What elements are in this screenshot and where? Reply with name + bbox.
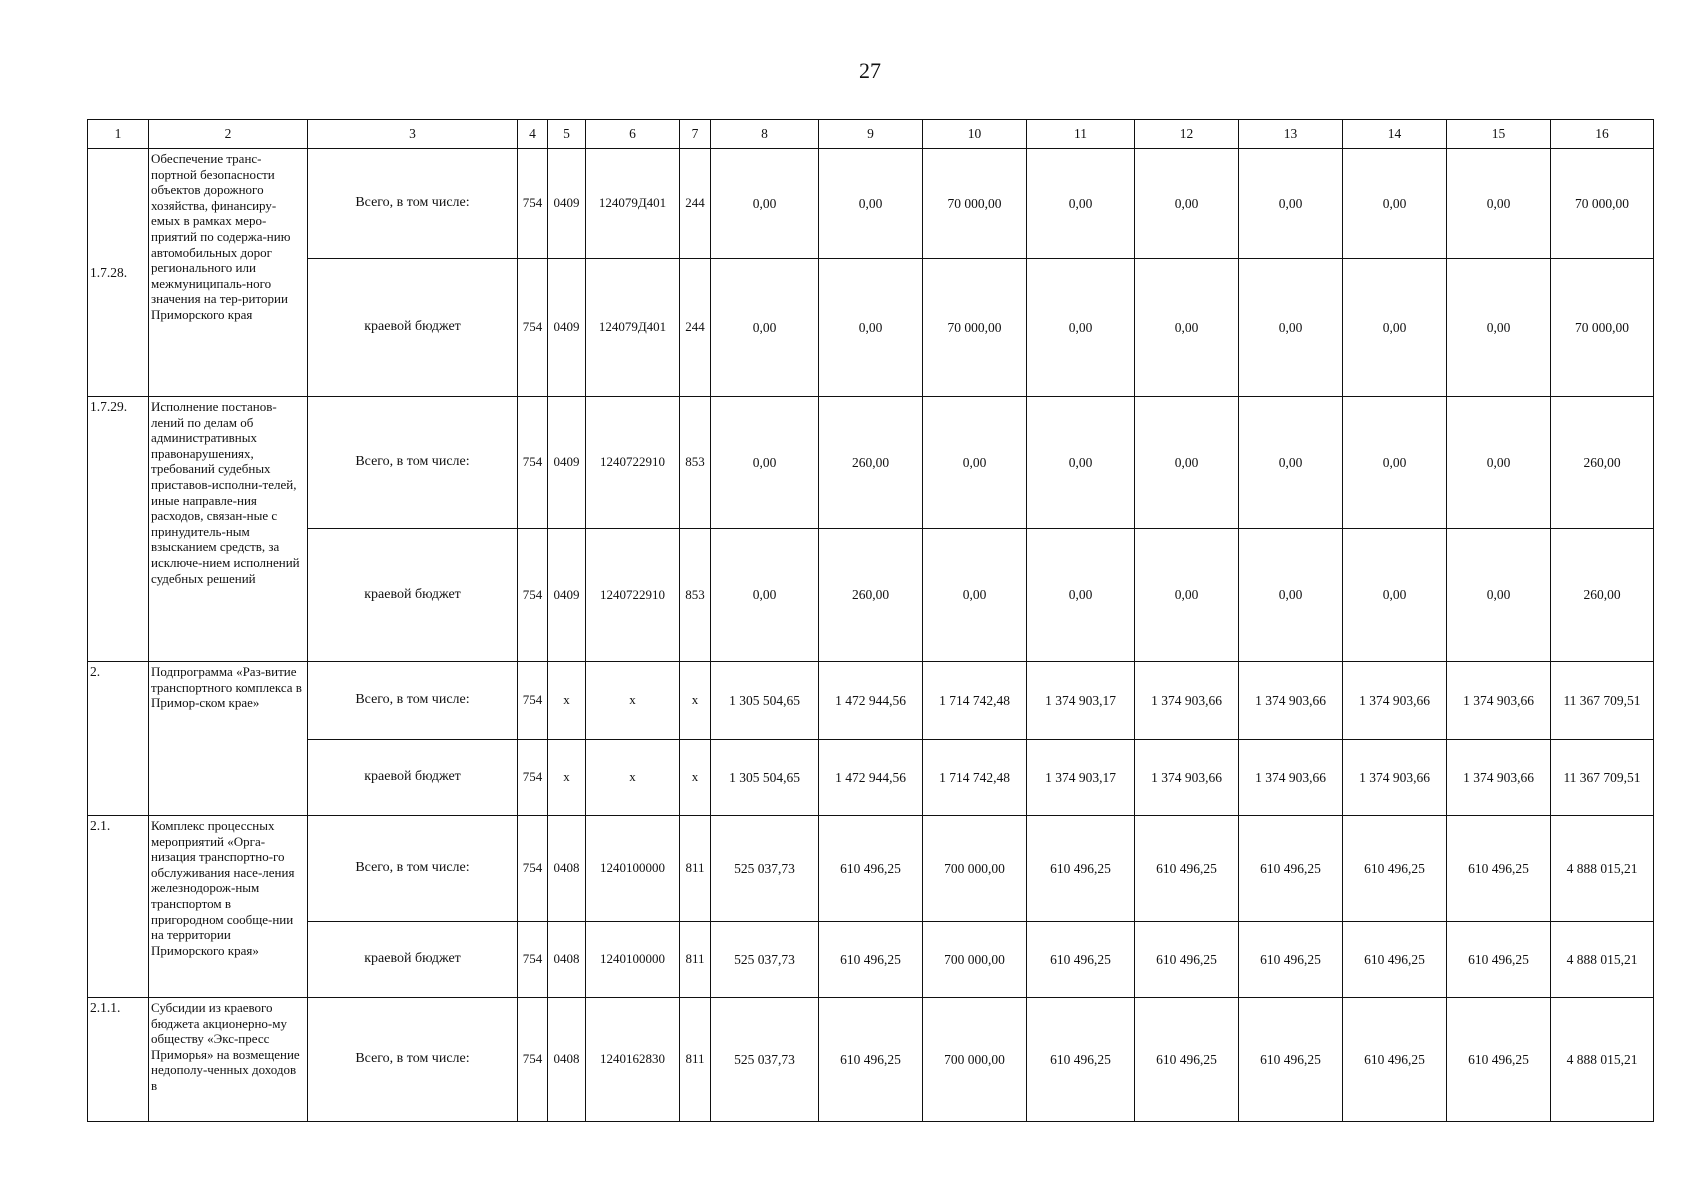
code-c5: 0409 (548, 529, 586, 662)
code-c5: 0408 (548, 922, 586, 998)
table-row (88, 662, 1654, 740)
amount-cell: 1 374 903,66 (1343, 740, 1447, 816)
code-c7: x (680, 662, 711, 740)
amount-cell: 0,00 (1343, 149, 1447, 259)
amount-cell: 0,00 (1027, 149, 1135, 259)
amount-cell: 0,00 (1239, 397, 1343, 529)
amount-cell: 1 374 903,17 (1027, 740, 1135, 816)
header-cell: 12 (1135, 120, 1239, 149)
amount-cell: 4 888 015,21 (1551, 816, 1654, 922)
amount-cell: 0,00 (1027, 259, 1135, 397)
amount-cell: 610 496,25 (1135, 998, 1239, 1122)
header-row (88, 120, 1654, 149)
item-number: 2.1.1. (88, 998, 149, 1122)
amount-cell: 4 888 015,21 (1551, 922, 1654, 998)
amount-cell: 610 496,25 (1239, 922, 1343, 998)
amount-cell: 0,00 (819, 149, 923, 259)
code-c6: 1240100000 (586, 816, 680, 922)
amount-cell: 610 496,25 (819, 998, 923, 1122)
header-cell: 6 (586, 120, 680, 149)
amount-cell: 610 496,25 (1239, 816, 1343, 922)
code-c4: 754 (518, 259, 548, 397)
amount-cell: 0,00 (1027, 397, 1135, 529)
item-number: 2.1. (88, 816, 149, 998)
amount-cell: 525 037,73 (711, 922, 819, 998)
code-c5: 0408 (548, 998, 586, 1122)
amount-cell: 0,00 (819, 259, 923, 397)
funding-source: Всего, в том числе: (308, 149, 518, 259)
item-number: 2. (88, 662, 149, 816)
code-c7: x (680, 740, 711, 816)
code-c6: x (586, 662, 680, 740)
amount-cell: 610 496,25 (819, 816, 923, 922)
funding-source: краевой бюджет (308, 259, 518, 397)
code-c4: 754 (518, 529, 548, 662)
header-cell: 4 (518, 120, 548, 149)
amount-cell: 610 496,25 (1027, 998, 1135, 1122)
amount-cell: 610 496,25 (1343, 998, 1447, 1122)
amount-cell: 525 037,73 (711, 816, 819, 922)
amount-cell: 700 000,00 (923, 922, 1027, 998)
table-row (88, 529, 1654, 662)
header-cell: 16 (1551, 120, 1654, 149)
code-c5: 0409 (548, 397, 586, 529)
code-c4: 754 (518, 397, 548, 529)
header-cell: 1 (88, 120, 149, 149)
code-c4: 754 (518, 740, 548, 816)
amount-cell: 1 374 903,66 (1239, 662, 1343, 740)
table-row (88, 922, 1654, 998)
amount-cell: 70 000,00 (923, 149, 1027, 259)
code-c4: 754 (518, 816, 548, 922)
amount-cell: 610 496,25 (1135, 922, 1239, 998)
page-number: 27 (859, 58, 881, 83)
code-c6: 1240100000 (586, 922, 680, 998)
amount-cell: 610 496,25 (1447, 998, 1551, 1122)
table-row (88, 397, 1654, 529)
amount-cell: 525 037,73 (711, 998, 819, 1122)
amount-cell: 11 367 709,51 (1551, 740, 1654, 816)
code-c7: 811 (680, 998, 711, 1122)
amount-cell: 610 496,25 (1343, 816, 1447, 922)
code-c6: 1240722910 (586, 397, 680, 529)
amount-cell: 70 000,00 (923, 259, 1027, 397)
code-c6: 1240722910 (586, 529, 680, 662)
amount-cell: 610 496,25 (1027, 816, 1135, 922)
header-cell: 3 (308, 120, 518, 149)
code-c6: x (586, 740, 680, 816)
code-c5: 0409 (548, 259, 586, 397)
table-row (88, 998, 1654, 1122)
amount-cell: 0,00 (1239, 259, 1343, 397)
amount-cell: 260,00 (819, 529, 923, 662)
table-row (88, 149, 1654, 259)
code-c5: x (548, 662, 586, 740)
item-name: Субсидии из краевого бюджета акционерно-му обществу «Экс-пресс Приморья» на возмещение недополу-ченных доходов в (149, 998, 308, 1122)
amount-cell: 0,00 (1447, 397, 1551, 529)
code-c5: x (548, 740, 586, 816)
funding-source: Всего, в том числе: (308, 998, 518, 1122)
amount-cell: 1 374 903,66 (1135, 740, 1239, 816)
funding-source: краевой бюджет (308, 922, 518, 998)
table-row (88, 259, 1654, 397)
amount-cell: 70 000,00 (1551, 149, 1654, 259)
header-cell: 15 (1447, 120, 1551, 149)
code-c7: 811 (680, 922, 711, 998)
amount-cell: 0,00 (1343, 529, 1447, 662)
item-number: 1.7.28. (88, 149, 149, 397)
amount-cell: 0,00 (1343, 259, 1447, 397)
code-c4: 754 (518, 662, 548, 740)
item-name: Обеспечение транс-портной безопасности объектов дорожного хозяйства, финансиру-емых в рамках меро-приятий по содержа-нию автомобильных дорог регионального или межмуниципаль-ного значения на тер-ритории Приморского края (149, 149, 308, 397)
header-cell: 7 (680, 120, 711, 149)
code-c5: 0408 (548, 816, 586, 922)
header-cell: 13 (1239, 120, 1343, 149)
code-c7: 811 (680, 816, 711, 922)
amount-cell: 610 496,25 (1447, 816, 1551, 922)
amount-cell: 0,00 (1239, 529, 1343, 662)
header-cell: 9 (819, 120, 923, 149)
amount-cell: 610 496,25 (819, 922, 923, 998)
item-number: 1.7.29. (88, 397, 149, 662)
table-row (88, 740, 1654, 816)
amount-cell: 0,00 (1027, 529, 1135, 662)
amount-cell: 260,00 (1551, 529, 1654, 662)
amount-cell: 1 714 742,48 (923, 740, 1027, 816)
amount-cell: 0,00 (1239, 149, 1343, 259)
code-c5: 0409 (548, 149, 586, 259)
header-cell: 2 (149, 120, 308, 149)
amount-cell: 260,00 (819, 397, 923, 529)
code-c4: 754 (518, 149, 548, 259)
amount-cell: 610 496,25 (1135, 816, 1239, 922)
amount-cell: 1 374 903,66 (1343, 662, 1447, 740)
amount-cell: 11 367 709,51 (1551, 662, 1654, 740)
code-c7: 244 (680, 149, 711, 259)
table-body (88, 120, 1654, 1122)
code-c6: 124079Д401 (586, 259, 680, 397)
funding-source: Всего, в том числе: (308, 816, 518, 922)
amount-cell: 0,00 (1135, 529, 1239, 662)
amount-cell: 1 472 944,56 (819, 740, 923, 816)
header-cell: 5 (548, 120, 586, 149)
item-name: Исполнение постанов-лений по делам об административных правонарушениях, требований судебных приставов-исполни-телей, иные направле-ния расходов, связан-ные с принудитель-ным взысканием средств, за исключе-нием исполнений судебных решений (149, 397, 308, 662)
amount-cell: 260,00 (1551, 397, 1654, 529)
amount-cell: 70 000,00 (1551, 259, 1654, 397)
amount-cell: 1 305 504,65 (711, 740, 819, 816)
amount-cell: 0,00 (711, 149, 819, 259)
amount-cell: 700 000,00 (923, 816, 1027, 922)
funding-source: краевой бюджет (308, 529, 518, 662)
amount-cell: 1 472 944,56 (819, 662, 923, 740)
funding-source: краевой бюджет (308, 740, 518, 816)
amount-cell: 0,00 (1447, 259, 1551, 397)
amount-cell: 1 374 903,66 (1135, 662, 1239, 740)
code-c7: 853 (680, 529, 711, 662)
amount-cell: 0,00 (1135, 397, 1239, 529)
amount-cell: 610 496,25 (1027, 922, 1135, 998)
amount-cell: 0,00 (923, 397, 1027, 529)
amount-cell: 0,00 (1135, 259, 1239, 397)
amount-cell: 0,00 (711, 529, 819, 662)
amount-cell: 610 496,25 (1447, 922, 1551, 998)
item-name: Комплекс процессных мероприятий «Орга-низация транспортно-го обслуживания насе-ления железнодорож-ным транспортом в пригородном сообще-нии на территории Приморского края» (149, 816, 308, 998)
code-c7: 244 (680, 259, 711, 397)
header-cell: 10 (923, 120, 1027, 149)
amount-cell: 610 496,25 (1239, 998, 1343, 1122)
amount-cell: 4 888 015,21 (1551, 998, 1654, 1122)
amount-cell: 1 374 903,66 (1447, 662, 1551, 740)
header-cell: 8 (711, 120, 819, 149)
item-name: Подпрограмма «Раз-витие транспортного комплекса в Примор-ском крае» (149, 662, 308, 816)
code-c6: 1240162830 (586, 998, 680, 1122)
code-c6: 124079Д401 (586, 149, 680, 259)
funding-source: Всего, в том числе: (308, 397, 518, 529)
amount-cell: 0,00 (711, 397, 819, 529)
amount-cell: 610 496,25 (1343, 922, 1447, 998)
code-c7: 853 (680, 397, 711, 529)
code-c4: 754 (518, 998, 548, 1122)
amount-cell: 0,00 (1343, 397, 1447, 529)
amount-cell: 700 000,00 (923, 998, 1027, 1122)
table-row (88, 816, 1654, 922)
amount-cell: 1 714 742,48 (923, 662, 1027, 740)
funding-source: Всего, в том числе: (308, 662, 518, 740)
amount-cell: 1 305 504,65 (711, 662, 819, 740)
header-cell: 14 (1343, 120, 1447, 149)
code-c4: 754 (518, 922, 548, 998)
amount-cell: 0,00 (711, 259, 819, 397)
amount-cell: 0,00 (1447, 529, 1551, 662)
amount-cell: 1 374 903,66 (1239, 740, 1343, 816)
amount-cell: 0,00 (1447, 149, 1551, 259)
amount-cell: 1 374 903,17 (1027, 662, 1135, 740)
amount-cell: 1 374 903,66 (1447, 740, 1551, 816)
header-cell: 11 (1027, 120, 1135, 149)
budget-table (87, 119, 1654, 1122)
amount-cell: 0,00 (1135, 149, 1239, 259)
amount-cell: 0,00 (923, 529, 1027, 662)
